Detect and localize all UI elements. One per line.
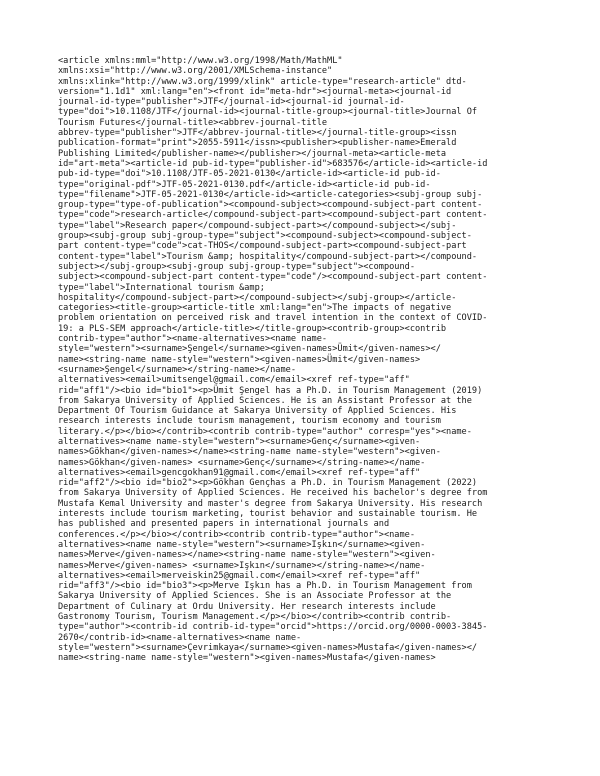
text-line: abbrev-type="publisher">JTF</abbrev-journal-title></journal-title-group><issn xyxy=(58,128,457,139)
text-line: <surname>Şengel</surname></string-name></name- xyxy=(58,364,296,375)
text-line: subject></subj-group><subj-group subj-group-type="subject"><compound- xyxy=(58,261,415,272)
text-line: pub-id-type="doi">10.1108/JTF-05-2021-0130</article-id><article-id pub-id- xyxy=(58,169,441,180)
text-line: alternatives><name name-style="western"><surname>Işkın</surname><given- xyxy=(58,539,426,550)
text-line: has published and presented papers in international journals and xyxy=(58,519,390,530)
text-line: id="art-meta"><article-id pub-id-type="publisher-id">683576</article-id><article-id xyxy=(58,158,488,169)
text-line: content-type="label">Tourism &amp; hospitality</compound-subject-part></compound- xyxy=(58,251,478,262)
text-line: <article xmlns:mml="http://www.w3.org/1998/Math/MathML" xyxy=(58,56,343,66)
text-line: subject><compound-subject-part content-type="code"/><compound-subject-part content- xyxy=(58,272,488,283)
text-line: names>Merve</given-names> <surname>Işkın</surname></string-name></name- xyxy=(58,560,426,571)
text-line: rid="aff3"/><bio id="bio3"><p>Merve Işkın has a Ph.D. in Tourism Management from xyxy=(58,581,472,592)
text-line: rid="aff2"/><bio id="bio2"><p>Gökhan Gençhas a Ph.D. in Tourism Management (2022) xyxy=(58,478,478,489)
text-line: publication-format="print">2055-5911</issn><publisher><publisher-name>Emerald xyxy=(58,138,457,149)
text-line: Department Of Tourism Guidance at Sakarya University of Applied Sciences. His xyxy=(58,406,457,417)
text-line: group-type="type-of-publication"><compound-subject><compound-subject-part content- xyxy=(58,200,483,211)
text-line: part content-type="code">cat-THOS</compound-subject-part><compound-subject-part xyxy=(58,241,467,252)
text-line: conferences.</p></bio></contrib><contrib contrib-type="author"><name- xyxy=(58,529,415,540)
text-line: name><string-name name-style="western"><given-names>Mustafa</given-names> xyxy=(58,653,436,664)
text-line: interests include tourism marketing, tourist behavior and sustainable tourism. He xyxy=(58,509,478,520)
text-line: name><string-name name-style="western"><given-names>Ümit</given-names> xyxy=(58,354,421,365)
text-line: 19: a PLS-SEM approach</article-title></title-group><contrib-group><contrib xyxy=(58,323,447,334)
text-line: type="doi">10.1108/JTF</journal-id><journal-title-group><journal-title>Journal Of xyxy=(58,107,478,118)
text-line: version="1.1d1" xml:lang="en"><front id="meta-hdr"><journal-meta><journal-id xyxy=(58,86,452,97)
text-line: literary.</p></bio></contrib><contrib contrib-type="author" corresp="yes"><name- xyxy=(58,426,472,437)
text-line: Tourism Futures</journal-title><abbrev-journal-title xyxy=(58,117,328,128)
text-line: research interests include tourism management, tourism economy and tourism xyxy=(58,416,441,427)
text-line: xmlns:xlink="http://www.w3.org/1999/xlink" article-type="research-article" dtd- xyxy=(58,76,467,87)
text-line: type="code">research-article</compound-subject-part><compound-subject-part content- xyxy=(58,210,488,221)
text-line: alternatives><name name-style="western"><surname>Genç</surname><given- xyxy=(58,436,421,447)
text-line: xmlns:xsi="http://www.w3.org/2001/XMLSchema-instance" xyxy=(58,66,333,77)
text-line: names>Gökhan</given-names> <surname>Genç</surname></string-name></name- xyxy=(58,457,426,468)
text-line: journal-id-type="publisher">JTF</journal-id><journal-id journal-id- xyxy=(58,97,405,108)
text-line: alternatives><email>umitsengel@gmail.com</email><xref ref-type="aff" xyxy=(58,375,410,386)
text-line: Mustafa Kemal University and master's degree from Sakarya University. His research xyxy=(58,498,483,509)
text-line: hospitality</compound-subject-part></compound-subject></subj-group></article- xyxy=(58,292,457,303)
text-line: from Sakarya University of Applied Sciences. He received his bachelor's degree from xyxy=(58,488,488,499)
text-line: Sakarya University of Applied Sciences. She is an Associate Professor at the xyxy=(58,591,452,602)
text-line: alternatives><email>gencgokhan91@gmail.com</email><xref ref-type="aff" xyxy=(58,467,421,478)
xml-source-text xyxy=(58,56,558,664)
text-line: problem orientation on perceived risk and travel intention in the context of COVID- xyxy=(58,313,488,324)
text-line: rid="aff1"/><bio id="bio1"><p>Ümit Şengel has a Ph.D. in Tourism Management (2019) xyxy=(58,385,483,396)
text-line: from Sakarya University of Applied Sciences. He is an Assistant Professor at the xyxy=(58,395,472,406)
text-line: type="label">Research paper</compound-subject-part></compound-subject></subj- xyxy=(58,220,457,231)
text-line: style="western"><surname>Şengel</surname><given-names>Ümit</given-names></ xyxy=(58,344,441,355)
text-line: type="label">International tourism &amp; xyxy=(58,282,265,293)
text-line: type="original-pdf">JTF-05-2021-0130.pdf</article-id><article-id pub-id- xyxy=(58,179,431,190)
text-line: style="western"><surname>Çevrimkaya</surname><given-names>Mustafa</given-names></ xyxy=(58,642,478,653)
text-line: names>Merve</given-names></name><string-name name-style="western"><given- xyxy=(58,550,436,561)
text-line: alternatives><email>merveiskin25@gmail.com</email><xref ref-type="aff" xyxy=(58,570,421,581)
text-line: type="filename">JTF-05-2021-0130</article-id><article-categories><subj-group subj- xyxy=(58,189,483,200)
text-line: categories><title-group><article-title xml:lang="en">The impacts of negative xyxy=(58,303,452,314)
text-line: names>Gökhan</given-names></name><string-name name-style="western"><given- xyxy=(58,447,441,458)
text-line: group><subj-group subj-group-type="subject"><compound-subject><compound-subject- xyxy=(58,231,472,242)
text-line: Gastronomy Tourism, Tourism Management.</p></bio></contrib><contrib contrib- xyxy=(58,612,452,623)
text-line: Department of Culinary at Ordu University. Her research interests include xyxy=(58,601,436,612)
text-line: 2670</contrib-id><name-alternatives><name name- xyxy=(58,632,302,643)
text-line: contrib-type="author"><name-alternatives><name name- xyxy=(58,334,328,345)
text-line: type="author"><contrib-id contrib-id-type="orcid">https://orcid.org/0000-0003-3845- xyxy=(58,622,488,633)
text-line: Publishing Limited</publisher-name></publisher></journal-meta><article-meta xyxy=(58,148,447,159)
